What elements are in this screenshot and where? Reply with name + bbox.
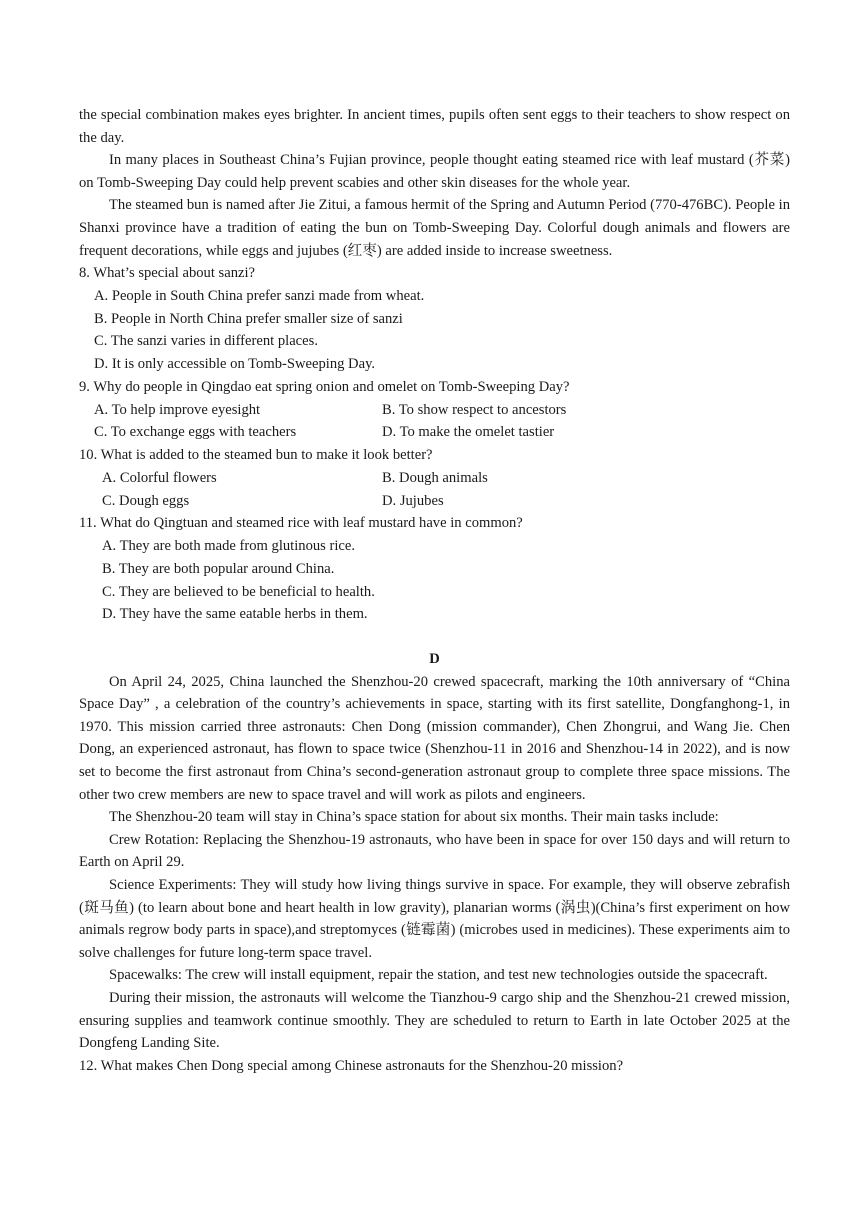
passage-c-paragraph-2: In many places in Southeast China’s Fujian province, people thought eating steamed rice with leaf mustard (芥菜) on Tomb-Sweeping Day could help prevent scabies and other skin diseases for the whole year. <box>79 152 790 191</box>
options-row <box>79 399 790 422</box>
passage-c-paragraph-3: The steamed bun is named after Jie Zitui, a famous hermit of the Spring and Autumn Period (770-476BC). People in Shanxi province have a tradition of eating the bun on Tomb-Sweeping Day. Colorful dough animals and flowers are frequent decorations, while eggs and jujubes (红枣) are added inside to increase sweetness. <box>79 197 790 259</box>
option-a: A. People in South China prefer sanzi made from wheat. <box>94 287 425 304</box>
passage-d-paragraph-3: Crew Rotation: Replacing the Shenzhou-19 astronauts, who have been in space for over 150 days and will return to Earth on April 29. <box>79 831 790 871</box>
option-c: C. They are believed to be beneficial to health. <box>102 583 375 600</box>
question-stem: 11. What do Qingtuan and steamed rice with leaf mustard have in common? <box>79 515 523 532</box>
option-b: B. People in North China prefer smaller size of sanzi <box>94 310 403 327</box>
option-d: D. Jujubes <box>382 492 444 509</box>
options-row <box>79 421 790 444</box>
option-b: B. They are both popular around China. <box>102 560 335 577</box>
question-stem: 10. What is added to the steamed bun to make it look better? <box>79 447 433 464</box>
question-10 <box>79 444 790 512</box>
option-a: A. They are both made from glutinous rice. <box>102 537 356 554</box>
option-b: B. Dough animals <box>382 469 488 486</box>
option-d: D. It is only accessible on Tomb-Sweeping Day. <box>94 356 376 373</box>
question-11 <box>79 512 790 626</box>
passage-d-paragraph-1: On April 24, 2025, China launched the Shenzhou-20 crewed spacecraft, marking the 10th anniversary of “China Space Day” , a celebration of the country’s achievements in space, starting with its first satellite, Dongfanghong-1, in 1970. This mission carried three astronauts: Chen Dong (mission commander), Chen Zhongrui, and Wang Jie. Chen Dong, an experienced astronaut, has flown to space twice (Shenzhou-11 in 2016 and Shenzhou-14 in 2022), and is now set to become the first astronaut from China’s second-generation astronaut group to complete three space missions. The other two crew members are new to space travel and will work as pilots and engineers. <box>79 673 790 803</box>
options-row <box>79 467 790 490</box>
passage-d-paragraph-4: Science Experiments: They will study how living things survive in space. For example, they will observe zebrafish (斑马鱼) (to learn about bone and heart health in low gravity), planarian worms (涡虫)(China’s first experiment on how animals regrow body parts in space),and streptomyces (链霉菌) (microbes used in medicines). These experiments aim to solve challenges for future long-term space travel. <box>79 877 790 961</box>
passage-c-paragraph-1: the special combination makes eyes brighter. In ancient times, pupils often sent eggs to their teachers to show respect on the day. <box>79 107 790 146</box>
question-8 <box>79 262 790 376</box>
options-row <box>79 490 790 513</box>
exam-page <box>79 104 790 1077</box>
question-stem: 8. What’s special about sanzi? <box>79 265 256 282</box>
question-12 <box>79 1055 790 1078</box>
passage-d-paragraph-2: The Shenzhou-20 team will stay in China’s space station for about six months. Their main tasks include: <box>109 809 719 826</box>
passage-d-paragraph-5: Spacewalks: The crew will install equipment, repair the station, and test new technologies outside the spacecraft. <box>109 967 768 984</box>
passage-d-paragraph-6: During their mission, the astronauts will welcome the Tianzhou-9 cargo ship and the Shenzhou-21 crewed mission, ensuring supplies and teamwork continue smoothly. They are scheduled to return to Earth in late October 2025 at the Dongfeng Landing Site. <box>79 990 790 1052</box>
question-stem: 12. What makes Chen Dong special among Chinese astronauts for the Shenzhou-20 mission? <box>79 1057 624 1074</box>
option-c: C. The sanzi varies in different places. <box>94 333 318 350</box>
section-title-d: D <box>429 651 440 668</box>
option-a: A. Colorful flowers <box>102 469 217 486</box>
option-c: C. To exchange eggs with teachers <box>94 424 297 441</box>
option-b: B. To show respect to ancestors <box>382 401 567 418</box>
option-d: D. They have the same eatable herbs in them. <box>102 606 368 623</box>
option-d: D. To make the omelet tastier <box>382 424 555 441</box>
question-stem: 9. Why do people in Qingdao eat spring onion and omelet on Tomb-Sweeping Day? <box>79 378 570 395</box>
option-c: C. Dough eggs <box>102 492 190 509</box>
option-a: A. To help improve eyesight <box>94 401 261 418</box>
question-9 <box>79 376 790 444</box>
